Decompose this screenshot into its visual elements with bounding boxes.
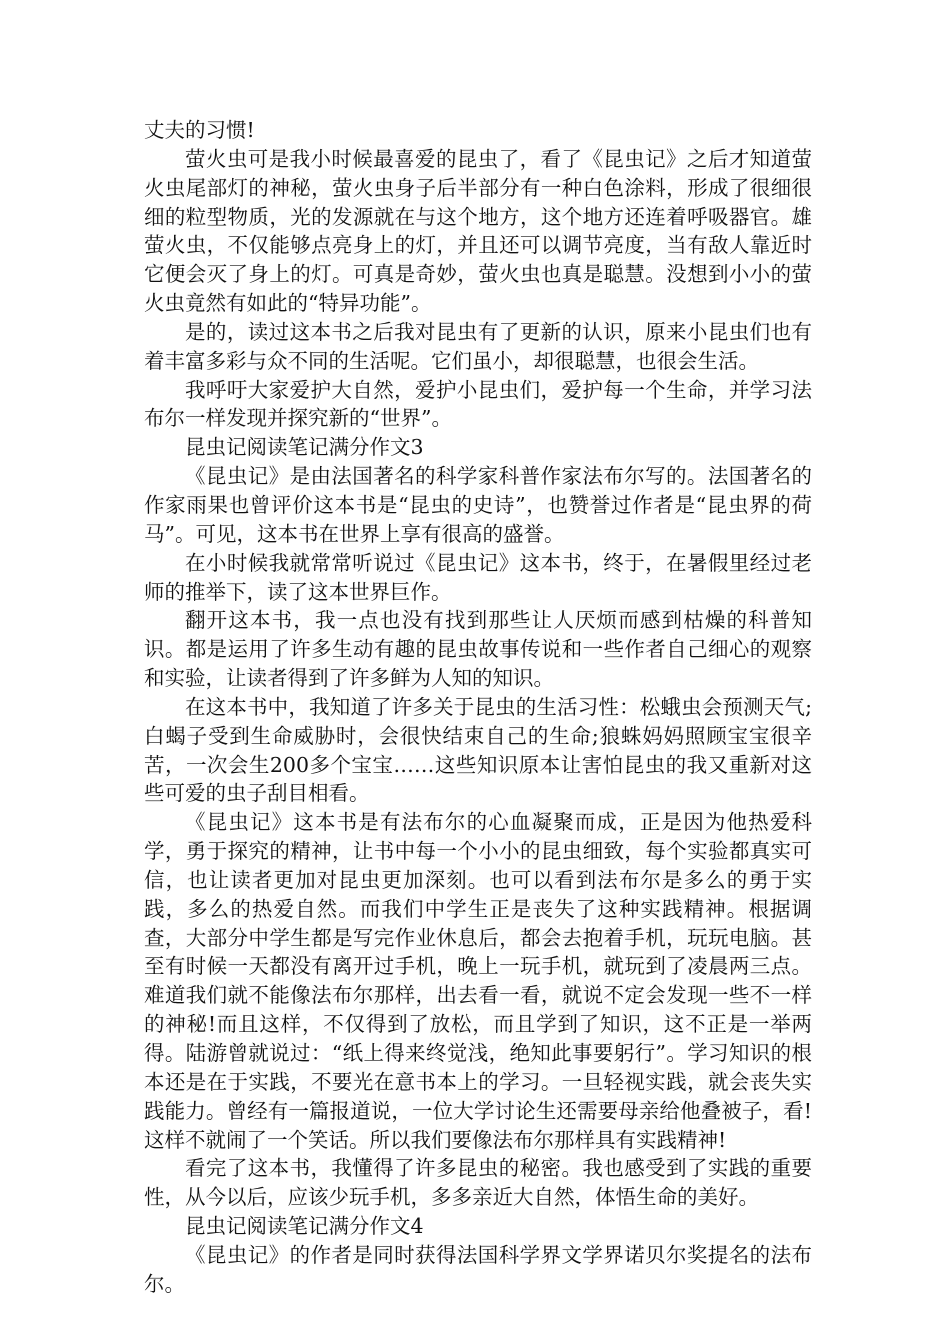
paragraph-childhood: 在小时候我就常常听说过《昆虫记》这本书，终于，在暑假里经过老师的推举下，读了这本世界巨作。	[144, 550, 812, 604]
paragraph-firefly: 萤火虫可是我小时候最喜爱的昆虫了，看了《昆虫记》之后才知道萤火虫尾部灯的神秘，萤火虫身子后半部分有一种白色涂料，形成了很细很细的粒型物质，光的发源就在与这个地方，这个地方还连着呼吸器官。雄萤火虫，不仅能够点亮身上的灯，并且还可以调节亮度，当有敌人靠近时它便会灭了身上的灯。可真是奇妙，萤火虫也真是聪慧。没想到小小的萤火虫竟然有如此的“特异功能”。	[144, 146, 812, 316]
paragraph-insect-habits: 在这本书中，我知道了许多关于昆虫的生活习性：松蛾虫会预测天气;白蝎子受到生命威胁时，会很快结束自己的生命;狼蛛妈妈照顾宝宝很辛苦，一次会生200多个宝宝……这些知识原本让害怕昆虫的我又重新对这些可爱的虫子刮目相看。	[144, 694, 812, 806]
section-heading-4: 昆虫记阅读笔记满分作文4	[185, 1214, 424, 1239]
paragraph-author: 《昆虫记》的作者是同时获得法国科学界文学界诺贝尔奖提名的法布尔。	[144, 1242, 812, 1296]
paragraph-continuation: 丈夫的习惯!	[144, 118, 255, 142]
paragraph-appeal: 我呼吁大家爱护大自然，爱护小昆虫们，爱护每一个生命，并学习法布尔一样发现并探究新的“世界”。	[144, 377, 812, 431]
section-heading-3: 昆虫记阅读笔记满分作文3	[185, 435, 424, 460]
paragraph-conclusion: 看完了这本书，我懂得了许多昆虫的秘密。我也感受到了实践的重要性，从今以后，应该少玩手机，多多亲近大自然，体悟生命的美好。	[144, 1156, 812, 1210]
paragraph-practice-spirit: 《昆虫记》这本书是有法布尔的心血凝聚而成，正是因为他热爱科学，勇于探究的精神，让书中每一个小小的昆虫细致，每个实验都真实可信，也让读者更加对昆虫更加深刻。也可以看到法布尔是多么的勇于实践，多么的热爱自然。而我们中学生正是丧失了这种实践精神。根据调查，大部分中学生都是写完作业休息后，都会去抱着手机，玩玩电脑。甚至有时候一天都没有离开过手机，晚上一玩手机，就玩到了凌晨两三点。难道我们就不能像法布尔那样，出去看一看，就说不定会发现一些不一样的神秘!而且这样，不仅得到了放松，而且学到了知识，这不正是一举两得。陆游曾就说过：“纸上得来终觉浅，绝知此事要躬行”。学习知识的根本还是在于实践，不要光在意书本上的学习。一旦轻视实践，就会丧失实践能力。曾经有一篇报道说，一位大学讨论生还需要母亲给他叠被子，看!这样不就闹了一个笑话。所以我们要像法布尔那样具有实践精神!	[144, 810, 812, 1152]
document-page	[144, 116, 812, 1299]
paragraph-book-intro: 《昆虫记》是由法国著名的科学家科普作家法布尔写的。法国著名的作家雨果也曾评价这本书是“昆虫的史诗”，也赞誉过作者是“昆虫界的荷马”。可见，这本书在世界上享有很高的盛誉。	[144, 464, 812, 546]
paragraph-opening-book: 翻开这本书，我一点也没有找到那些让人厌烦而感到枯燥的科普知识。都是运用了许多生动有趣的昆虫故事传说和一些作者自己细心的观察和实验，让读者得到了许多鲜为人知的知识。	[144, 608, 812, 691]
paragraph-new-understanding: 是的，读过这本书之后我对昆虫有了更新的认识，原来小昆虫们也有着丰富多彩与众不同的生活呢。它们虽小，却很聪慧，也很会生活。	[144, 319, 812, 373]
